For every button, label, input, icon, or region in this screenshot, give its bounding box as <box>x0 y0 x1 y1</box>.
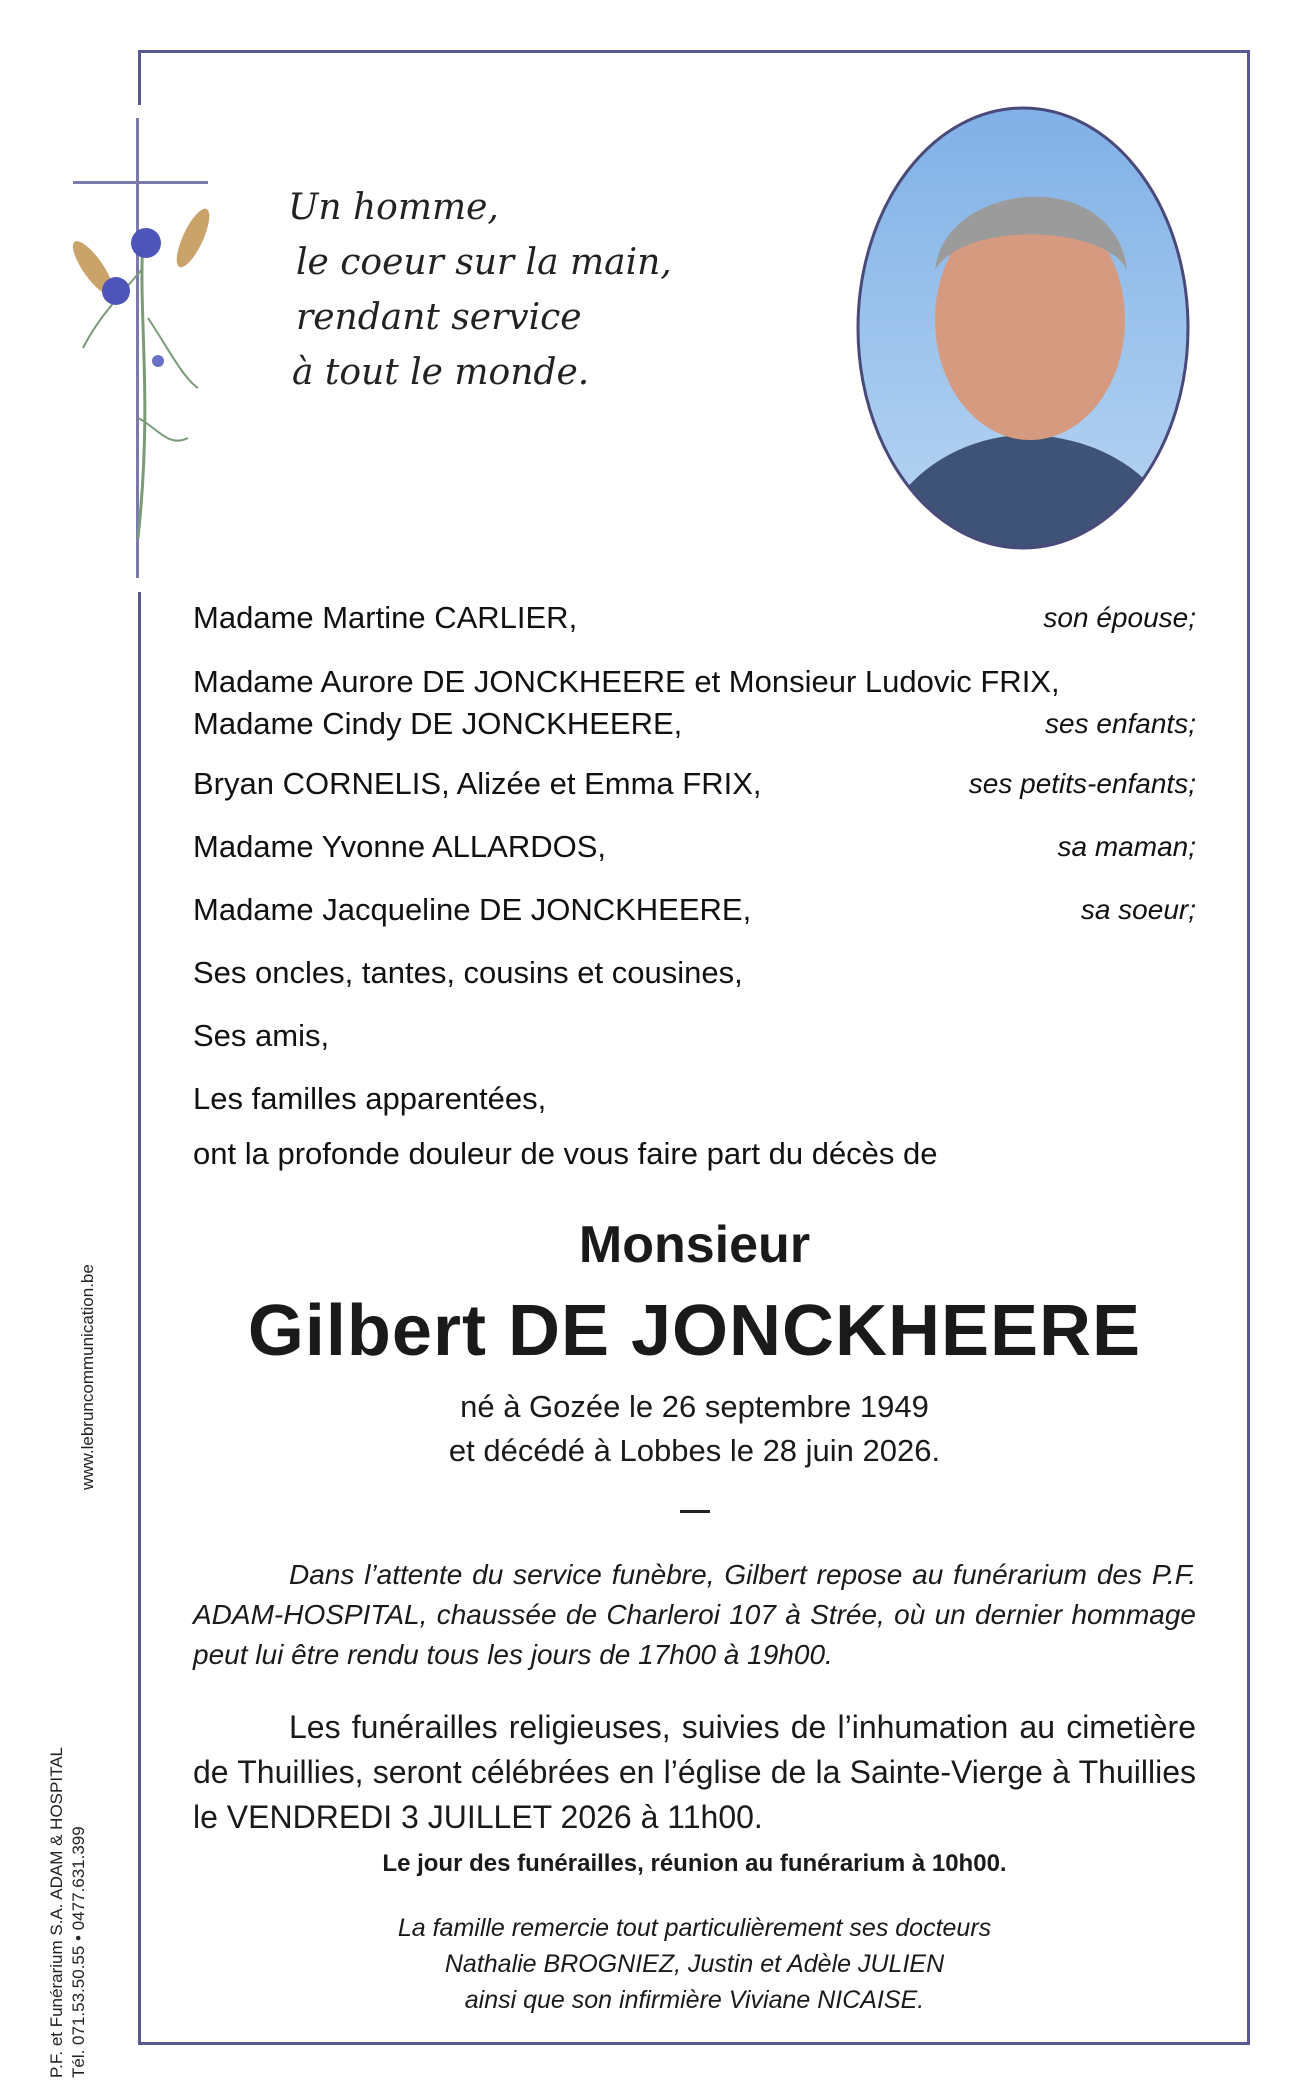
family-name: Ses oncles, tantes, cousins et cousines, <box>193 955 743 990</box>
poem-line: le coeur sur la main, <box>296 242 672 283</box>
family-row <box>193 955 1196 1018</box>
portrait-photo <box>855 105 1191 551</box>
funeral-text: Les funérailles religieuses, suivies de l’inhumation au cimetière de Thuillies, seront célébrées en l’église de la Sainte-Vierge à Thuillies le VENDREDI 3 JUILLET 2026 à 11h00. <box>193 1709 1196 1835</box>
family-name: Madame Yvonne ALLARDOS, <box>193 829 607 864</box>
family-relation: ses enfants; <box>1045 708 1196 739</box>
family-name: Madame Martine CARLIER, <box>193 600 578 635</box>
birth-line: né à Gozée le 26 septembre 1949 <box>460 1389 929 1424</box>
funeral-paragraph <box>193 1705 1196 1840</box>
family-row <box>193 706 1196 766</box>
side-funeral-home-name: P.F. et Funérarium S.A. ADAM & HOSPITAL <box>47 1747 66 2078</box>
family-row <box>193 664 1196 706</box>
announcement-line: ont la profonde douleur de vous faire part du décès de <box>193 1136 938 1171</box>
family-row <box>193 1081 1196 1136</box>
family-row <box>193 1136 1196 1178</box>
poem-line: rendant service <box>296 297 582 338</box>
family-name: Ses amis, <box>193 1018 330 1053</box>
frame-border-right <box>1247 50 1250 2045</box>
poem-line: Un homme, <box>288 187 499 228</box>
deceased-dates <box>193 1385 1196 1473</box>
thanks-line: La famille remercie tout particulièrement ses docteurs <box>397 1914 992 1942</box>
family-row <box>193 892 1196 955</box>
side-funeral-home <box>46 1747 90 2078</box>
meeting-line: Le jour des funérailles, réunion au funérarium à 10h00. <box>382 1850 1007 1877</box>
thanks-line: ainsi que son infirmière Viviane NICAISE. <box>464 1986 925 2014</box>
family-row <box>193 1018 1196 1081</box>
family-relation: ses petits-enfants; <box>968 768 1196 799</box>
poem <box>288 180 672 400</box>
family-relation: son épouse; <box>1043 602 1196 633</box>
side-funeral-home-phone: Tél. 071.53.50.55 • 0477.631.399 <box>69 1826 88 2078</box>
viewing-text: Dans l’attente du service funèbre, Gilbert repose au funérarium des P.F. ADAM-HOSPITAL, chaussée de Charleroi 107 à Strée, où un dernier hommage peut lui être rendu tous les jours de 17h00 à 19h00. <box>193 1559 1196 1670</box>
family-name: Bryan CORNELIS, Alizée et Emma FRIX, <box>193 766 762 801</box>
death-line: et décédé à Lobbes le 28 juin 2026. <box>448 1433 941 1468</box>
side-website: www.lebruncommunication.be <box>78 1264 97 1490</box>
family-row <box>193 600 1196 664</box>
family-row <box>193 829 1196 892</box>
poem-line: à tout le monde. <box>292 352 590 393</box>
family-relation: sa maman; <box>1057 831 1196 862</box>
family-name: Les familles apparentées, <box>193 1081 547 1116</box>
separator-dash <box>680 1510 710 1513</box>
family-name: Madame Aurore DE JONCKHEERE et Monsieur Ludovic FRIX, <box>193 664 1060 699</box>
frame-border-left-top <box>138 50 141 105</box>
frame-border-top <box>138 50 1250 53</box>
family-relation: sa soeur; <box>1080 894 1196 925</box>
deceased-title: Monsieur <box>578 1216 811 1274</box>
frame-border-bottom <box>138 2042 1250 2045</box>
viewing-paragraph <box>193 1555 1196 1675</box>
frame-border-left-bottom <box>138 592 141 2045</box>
deceased-name: Gilbert DE JONCKHEERE <box>247 1291 1142 1371</box>
family-name: Madame Cindy DE JONCKHEERE, <box>193 706 683 741</box>
family-name: Madame Jacqueline DE JONCKHEERE, <box>193 892 752 927</box>
family-row <box>193 766 1196 829</box>
family-list <box>193 600 1196 1178</box>
thanks-block <box>193 1910 1196 2018</box>
cross-flowers-icon <box>58 118 218 578</box>
thanks-line: Nathalie BROGNIEZ, Justin et Adèle JULIEN <box>444 1950 945 1978</box>
